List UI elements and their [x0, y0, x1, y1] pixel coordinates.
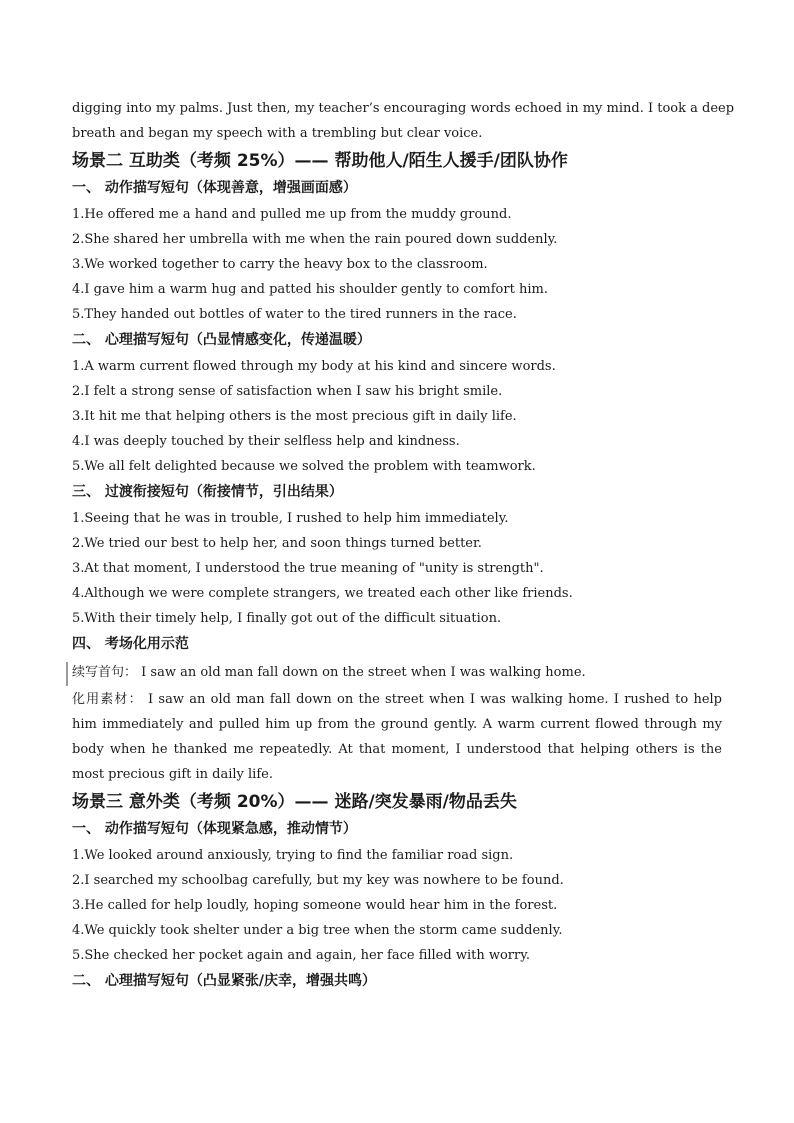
- section-heading: 二、 心理描写短句（凸显情感变化，传递温暖）: [72, 332, 371, 348]
- list-item: 5.They handed out bottles of water to the tired runners in the race.: [72, 307, 517, 322]
- intro-line: digging into my palms. Just then, my teacher’s encouraging words echoed in my mind. I took a deep: [72, 101, 735, 116]
- list-item: 2.We tried our best to help her, and soon things turned better.: [72, 536, 482, 551]
- list-item: 3.At that moment, I understood the true meaning of "unity is strength".: [72, 561, 544, 576]
- edit-marker: [66, 662, 68, 686]
- example-material: 化用素材： I saw an old man fall down on the street when I was walking home. I rushed to help him immediately and pulled him up from the ground gently. A warm current flowed through my body when he thanked me repeatedly. At that moment, I understood that helping others is the most precious gift in daily life.: [72, 692, 722, 782]
- list-item: 1.Seeing that he was in trouble, I rushed to help him immediately.: [72, 511, 509, 526]
- section-heading: 一、 动作描写短句（体现善意，增强画面感）: [72, 180, 357, 196]
- list-item: 3.It hit me that helping others is the most precious gift in daily life.: [72, 409, 517, 424]
- list-item: 2.I felt a strong sense of satisfaction when I saw his bright smile.: [72, 384, 503, 399]
- list-item: 1.We looked around anxiously, trying to find the familiar road sign.: [72, 848, 514, 863]
- example-prompt: [72, 658, 722, 687]
- section-heading: 一、 动作描写短句（体现紧急感，推动情节）: [72, 821, 357, 837]
- list-item: 4.We quickly took shelter under a big tree when the storm came suddenly.: [72, 923, 563, 938]
- document-page: [72, 96, 735, 995]
- list-item: 4.I was deeply touched by their selfless help and kindness.: [72, 434, 460, 449]
- scene-title: 场景二 互助类（考频 25%）—— 帮助他人/陌生人援手/团队协作: [72, 151, 568, 171]
- intro-paragraph: [72, 96, 735, 146]
- section-heading: 三、 过渡衔接短句（衔接情节，引出结果）: [72, 484, 343, 500]
- section-heading: 二、 心理描写短句（凸显紧张/庆幸，增强共鸣）: [72, 973, 376, 989]
- list-item: 3.We worked together to carry the heavy box to the classroom.: [72, 257, 488, 272]
- intro-line: breath and began my speech with a trembling but clear voice.: [72, 126, 483, 141]
- example-prompt-text: 续写首句： I saw an old man fall down on the street when I was walking home.: [72, 665, 586, 680]
- list-item: 5.She checked her pocket again and again, her face filled with worry.: [72, 948, 530, 963]
- section-heading: 四、 考场化用示范: [72, 636, 189, 652]
- list-item: 4.Although we were complete strangers, we treated each other like friends.: [72, 586, 573, 601]
- list-item: 2.I searched my schoolbag carefully, but my key was nowhere to be found.: [72, 873, 564, 888]
- list-item: 4.I gave him a warm hug and patted his shoulder gently to comfort him.: [72, 282, 548, 297]
- list-item: 5.With their timely help, I finally got out of the difficult situation.: [72, 611, 502, 626]
- list-item: 1.He offered me a hand and pulled me up from the muddy ground.: [72, 207, 512, 222]
- list-item: 2.She shared her umbrella with me when the rain poured down suddenly.: [72, 232, 558, 247]
- scene-title: 场景三 意外类（考频 20%）—— 迷路/突发暴雨/物品丢失: [72, 792, 517, 812]
- list-item: 5.We all felt delighted because we solved the problem with teamwork.: [72, 459, 536, 474]
- list-item: 1.A warm current flowed through my body at his kind and sincere words.: [72, 359, 556, 374]
- list-item: 3.He called for help loudly, hoping someone would hear him in the forest.: [72, 898, 558, 913]
